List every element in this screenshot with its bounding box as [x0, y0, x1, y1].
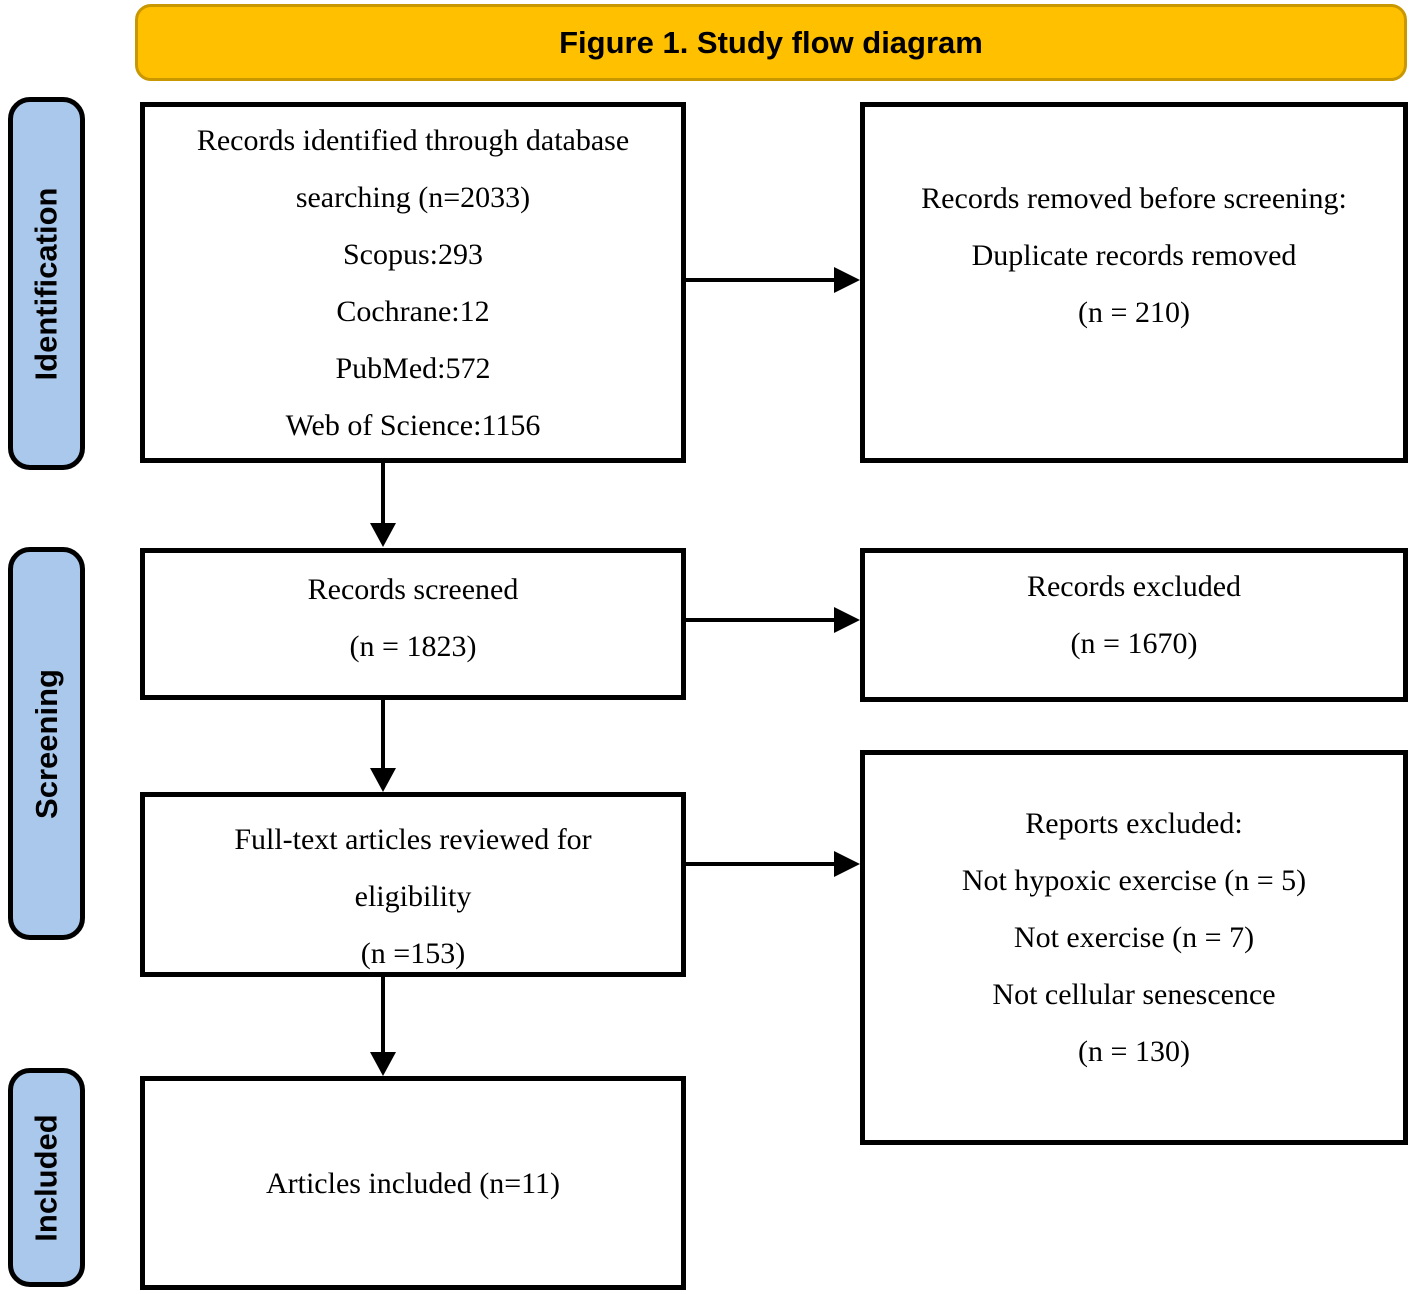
figure-title-banner — [135, 4, 1407, 81]
arrow-line — [686, 618, 838, 622]
box-articles-included — [140, 1076, 686, 1290]
box-text-line: Not hypoxic exercise (n = 5) — [961, 864, 1307, 897]
stage-label-included — [8, 1068, 85, 1287]
box-records-excluded — [860, 548, 1408, 702]
box-text-line: Records excluded — [1026, 570, 1242, 603]
box-text-line: Cochrane:12 — [336, 294, 490, 328]
arrow-line — [381, 977, 385, 1054]
stage-label-text: Included — [28, 1113, 64, 1242]
arrow-line — [381, 463, 385, 525]
stage-label-identification — [8, 97, 85, 470]
box-text-line: Articles included (n=11) — [265, 1166, 561, 1200]
box-text-line: (n =153) — [360, 937, 466, 970]
box-fulltext-reviewed — [140, 792, 686, 977]
box-text-line: Full-text articles reviewed for — [234, 823, 592, 856]
box-text-line: Web of Science:1156 — [285, 408, 541, 442]
arrow-line — [686, 278, 838, 282]
box-text-line: (n = 210) — [1078, 296, 1190, 329]
stage-label-text: Identification — [28, 187, 64, 380]
arrowhead-right-icon — [834, 851, 860, 877]
arrowhead-down-icon — [370, 1052, 396, 1076]
box-text-line: PubMed:572 — [335, 351, 491, 385]
arrow-line — [686, 862, 838, 866]
box-text-line: Scopus:293 — [342, 237, 483, 271]
box-text-line: Records removed before screening: — [921, 182, 1347, 215]
arrow-line — [381, 700, 385, 770]
box-text-line: Duplicate records removed — [971, 239, 1297, 272]
box-text-line: Reports excluded: — [1025, 807, 1243, 840]
box-records-identified — [140, 102, 686, 463]
box-text-line: (n = 1823) — [349, 630, 477, 663]
box-records-removed — [860, 102, 1408, 463]
box-text-line: searching (n=2033) — [295, 180, 531, 214]
arrowhead-right-icon — [834, 607, 860, 633]
stage-label-screening — [8, 547, 85, 940]
box-records-screened — [140, 548, 686, 700]
box-text-line: eligibility — [354, 880, 472, 913]
arrowhead-down-icon — [370, 523, 396, 547]
box-text-line: Records screened — [307, 573, 519, 606]
figure-title: Figure 1. Study flow diagram — [559, 24, 983, 60]
box-text-line: (n = 130) — [1078, 1035, 1190, 1068]
arrowhead-down-icon — [370, 768, 396, 792]
box-text-line: Not cellular senescence — [992, 978, 1276, 1011]
arrowhead-right-icon — [834, 267, 860, 293]
box-text-line: Records identified through database — [196, 123, 630, 157]
box-reports-excluded — [860, 750, 1408, 1145]
stage-label-text: Screening — [28, 668, 64, 819]
box-text-line: Not exercise (n = 7) — [1013, 921, 1255, 954]
box-text-line: (n = 1670) — [1070, 627, 1198, 660]
